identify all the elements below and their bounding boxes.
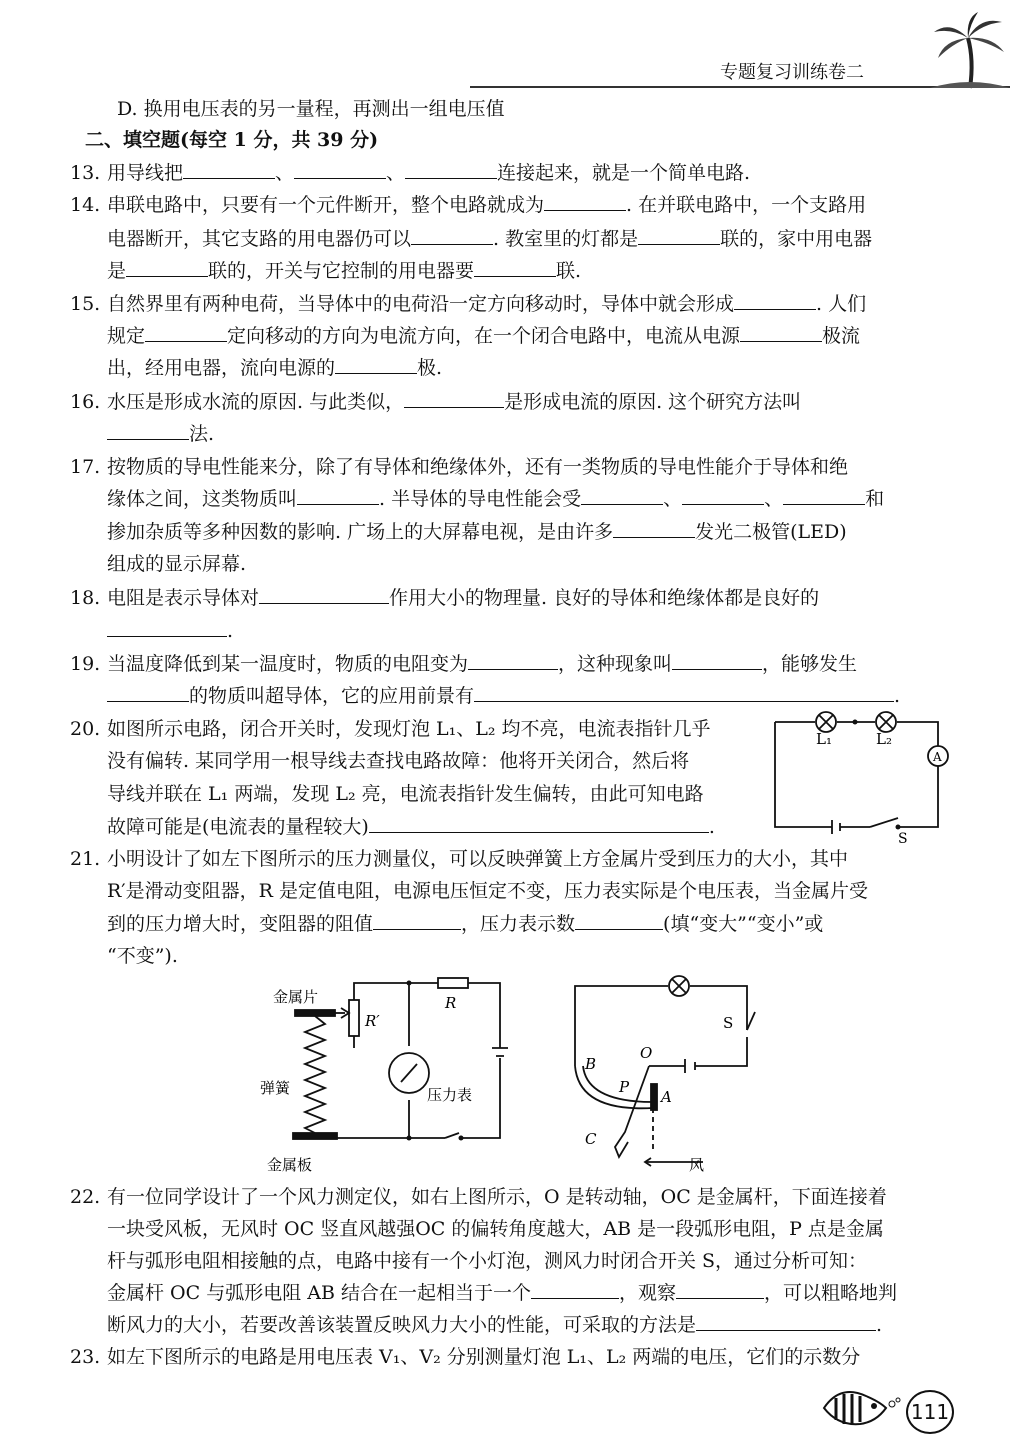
text: 极流 <box>822 325 861 347</box>
question-number: 20. <box>70 718 101 740</box>
question-number: 13. <box>70 162 101 184</box>
question-number: 16. <box>70 391 101 413</box>
header-rule <box>470 86 1010 88</box>
label-pressure-meter: 压力表 <box>427 1086 473 1104</box>
text: 极. <box>417 357 443 379</box>
junction-dot <box>853 720 858 725</box>
label-pivot-o: O <box>640 1044 653 1062</box>
text: . <box>894 685 901 707</box>
answer-blank[interactable] <box>405 160 497 179</box>
text: 自然界里有两种电荷，当导体中的电荷沿一定方向移动时，导体中就会形成 <box>107 293 735 315</box>
text: R′是滑动变阻器，R 是定值电阻，电源电压恒定不变，压力表实际是个电压表，当金属片受 <box>107 880 868 902</box>
text: 一块受风板，无风时 OC 竖直风越强OC 的偏转角度越大，AB 是一段弧形电阻，P 点是金属 <box>107 1218 884 1240</box>
question-number: 22. <box>70 1186 101 1208</box>
label-l1: L₁ <box>816 730 832 748</box>
junction-dot <box>407 981 412 986</box>
answer-blank[interactable] <box>783 486 865 505</box>
text: ，可以粗略地判 <box>763 1282 897 1304</box>
text: ，压力表示数 <box>461 913 576 935</box>
text: 是形成电流的原因. 这个研究方法叫 <box>504 391 802 413</box>
answer-blank[interactable] <box>474 258 556 277</box>
text: 发光二极管(LED) <box>695 521 847 543</box>
answer-blank[interactable] <box>468 651 558 670</box>
question-number: 14. <box>70 194 101 216</box>
question-number: 15. <box>70 293 101 315</box>
pressure-meter-figure <box>255 978 515 1178</box>
answer-blank[interactable] <box>107 683 189 702</box>
text: (填“变大”“变小”或 <box>663 913 824 935</box>
text: 断风力的大小，若要改善该装置反映风力大小的性能，可采取的方法是 <box>107 1314 697 1336</box>
answer-blank[interactable] <box>581 486 663 505</box>
text: 、 <box>386 162 406 184</box>
text: 缘体之间，这类物质叫 <box>107 488 298 510</box>
answer-blank[interactable] <box>734 291 816 310</box>
answer-blank[interactable] <box>107 618 227 637</box>
text: 定向移动的方向为电流方向，在一个闭合电路中，电流从电源 <box>227 325 741 347</box>
text: 电器断开，其它支路的用电器仍可以 <box>107 228 412 250</box>
text: . 在并联电路中，一个支路用 <box>626 194 867 216</box>
answer-blank[interactable] <box>638 226 720 245</box>
text: 连接起来，就是一个简单电路. <box>497 162 751 184</box>
text: . <box>227 620 234 642</box>
text: 组成的显示屏幕. <box>107 553 247 575</box>
text: 联的，开关与它控制的用电器要 <box>208 260 475 282</box>
text: 出，经用电器，流向电源的 <box>107 357 336 379</box>
text: 金属杆 OC 与弧形电阻 AB 结合在一起相当于一个 <box>107 1282 531 1304</box>
circuit-figure-20 <box>770 712 950 847</box>
option-d-text: D. 换用电压表的另一量程，再测出一组电压值 <box>117 98 505 120</box>
text: 法. <box>189 423 215 445</box>
switch-contact <box>896 825 901 830</box>
text: 联. <box>556 260 582 282</box>
answer-blank[interactable] <box>740 323 822 342</box>
label-resistor: R <box>445 994 457 1012</box>
text: ，能够发生 <box>762 653 858 675</box>
wind-meter-figure <box>565 972 765 1177</box>
text: . 半导体的导电性能会受 <box>379 488 582 510</box>
label-metal-plate-top: 金属片 <box>273 988 319 1006</box>
label-c: C <box>585 1130 597 1148</box>
answer-blank[interactable] <box>126 258 208 277</box>
question-number: 23. <box>70 1346 101 1368</box>
label-l2: L₂ <box>876 730 892 748</box>
label-ammeter: A <box>933 750 942 764</box>
text: 联的，家中用电器 <box>720 228 873 250</box>
answer-blank[interactable] <box>531 1280 619 1299</box>
answer-blank[interactable] <box>259 585 389 604</box>
answer-blank[interactable] <box>335 355 417 374</box>
section-title: 二、填空题(每空 1 分，共 39 分) <box>85 129 379 151</box>
question-number: 18. <box>70 587 101 609</box>
answer-blank[interactable] <box>294 160 386 179</box>
text: 掺加杂质等多种因数的影响. 广场上的大屏幕电视，是由许多 <box>107 521 614 543</box>
text: 杆与弧形电阻相接触的点，电路中接有一个小灯泡，测风力时闭合开关 S，通过分析可知： <box>107 1250 868 1272</box>
answer-blank[interactable] <box>411 226 493 245</box>
text: 到的压力增大时，变阻器的阻值 <box>107 913 374 935</box>
text: “不变”). <box>107 945 178 967</box>
text: . 人们 <box>816 293 867 315</box>
answer-blank[interactable] <box>404 389 504 408</box>
answer-blank[interactable] <box>613 519 695 538</box>
answer-blank[interactable] <box>107 421 189 440</box>
label-p: P <box>619 1078 630 1096</box>
text: 有一位同学设计了一个风力测定仪，如右上图所示，O 是转动轴，OC 是金属杆，下面连接着 <box>107 1186 887 1208</box>
switch-contact <box>459 1136 464 1141</box>
answer-blank[interactable] <box>369 814 709 833</box>
answer-blank[interactable] <box>544 192 626 211</box>
text: 电阻是表示导体对 <box>107 587 260 609</box>
answer-blank[interactable] <box>297 486 379 505</box>
text: ，观察 <box>618 1282 676 1304</box>
text: . <box>708 816 715 838</box>
text: 串联电路中，只要有一个元件断开，整个电路就成为 <box>107 194 545 216</box>
answer-blank[interactable] <box>575 911 663 930</box>
palm-tree-icon <box>930 10 1010 90</box>
text: 水压是形成水流的原因. 与此类似， <box>107 391 405 413</box>
text: 是 <box>107 260 127 282</box>
text: 的物质叫超导体，它的应用前景有 <box>189 685 475 707</box>
label-wind: 风 <box>689 1156 705 1174</box>
answer-blank[interactable] <box>183 160 275 179</box>
answer-blank[interactable] <box>373 911 461 930</box>
text: 当温度降低到某一温度时，物质的电阻变为 <box>107 653 469 675</box>
answer-blank[interactable] <box>474 683 894 702</box>
text: 、 <box>663 488 683 510</box>
text: 没有偏转. 某同学用一根导线去查找电路故障：他将开关闭合，然后将 <box>107 750 690 772</box>
header-title: 专题复习训练卷二 <box>720 62 864 83</box>
label-metal-plate-bottom: 金属板 <box>267 1156 313 1174</box>
answer-blank[interactable] <box>676 1280 764 1299</box>
question-number: 19. <box>70 653 101 675</box>
text: 和 <box>865 488 885 510</box>
answer-blank[interactable] <box>145 323 227 342</box>
text: 用导线把 <box>107 162 184 184</box>
question-number: 17. <box>70 456 101 478</box>
text: 如左下图所示的电路是用电压表 V₁、V₂ 分别测量灯泡 L₁、L₂ 两端的电压，它们的示数分 <box>107 1346 861 1368</box>
page-number: 111 <box>906 1390 954 1434</box>
text: 故障可能是(电流表的量程较大) <box>107 816 369 838</box>
text: . <box>876 1314 883 1336</box>
label-rheostat: R′ <box>365 1012 380 1030</box>
label-switch: S <box>898 831 908 847</box>
text: 小明设计了如左下图所示的压力测量仪，可以反映弹簧上方金属片受到压力的大小，其中 <box>107 848 849 870</box>
label-a: A <box>661 1088 672 1106</box>
label-b: B <box>585 1055 597 1073</box>
fish-icon <box>820 1378 900 1436</box>
text: ，这种现象叫 <box>558 653 673 675</box>
label-switch: S <box>723 1014 734 1032</box>
label-spring: 弹簧 <box>260 1079 291 1097</box>
answer-blank[interactable] <box>672 651 762 670</box>
junction-dot <box>407 1136 412 1141</box>
text: 规定 <box>107 325 146 347</box>
text: 、 <box>764 488 784 510</box>
text: . 教室里的灯都是 <box>493 228 639 250</box>
answer-blank[interactable] <box>682 486 764 505</box>
text: 作用大小的物理量. 良好的导体和绝缘体都是良好的 <box>389 587 820 609</box>
text: 、 <box>275 162 295 184</box>
answer-blank[interactable] <box>696 1312 876 1331</box>
question-number: 21. <box>70 848 101 870</box>
text: 导线并联在 L₁ 两端，发现 L₂ 亮，电流表指针发生偏转，由此可知电路 <box>107 783 704 805</box>
text: 如图所示电路，闭合开关时，发现灯泡 L₁、L₂ 均不亮，电流表指针几乎 <box>107 718 711 740</box>
text: 按物质的导电性能来分，除了有导体和绝缘体外，还有一类物质的导电性能介于导体和绝 <box>107 456 849 478</box>
